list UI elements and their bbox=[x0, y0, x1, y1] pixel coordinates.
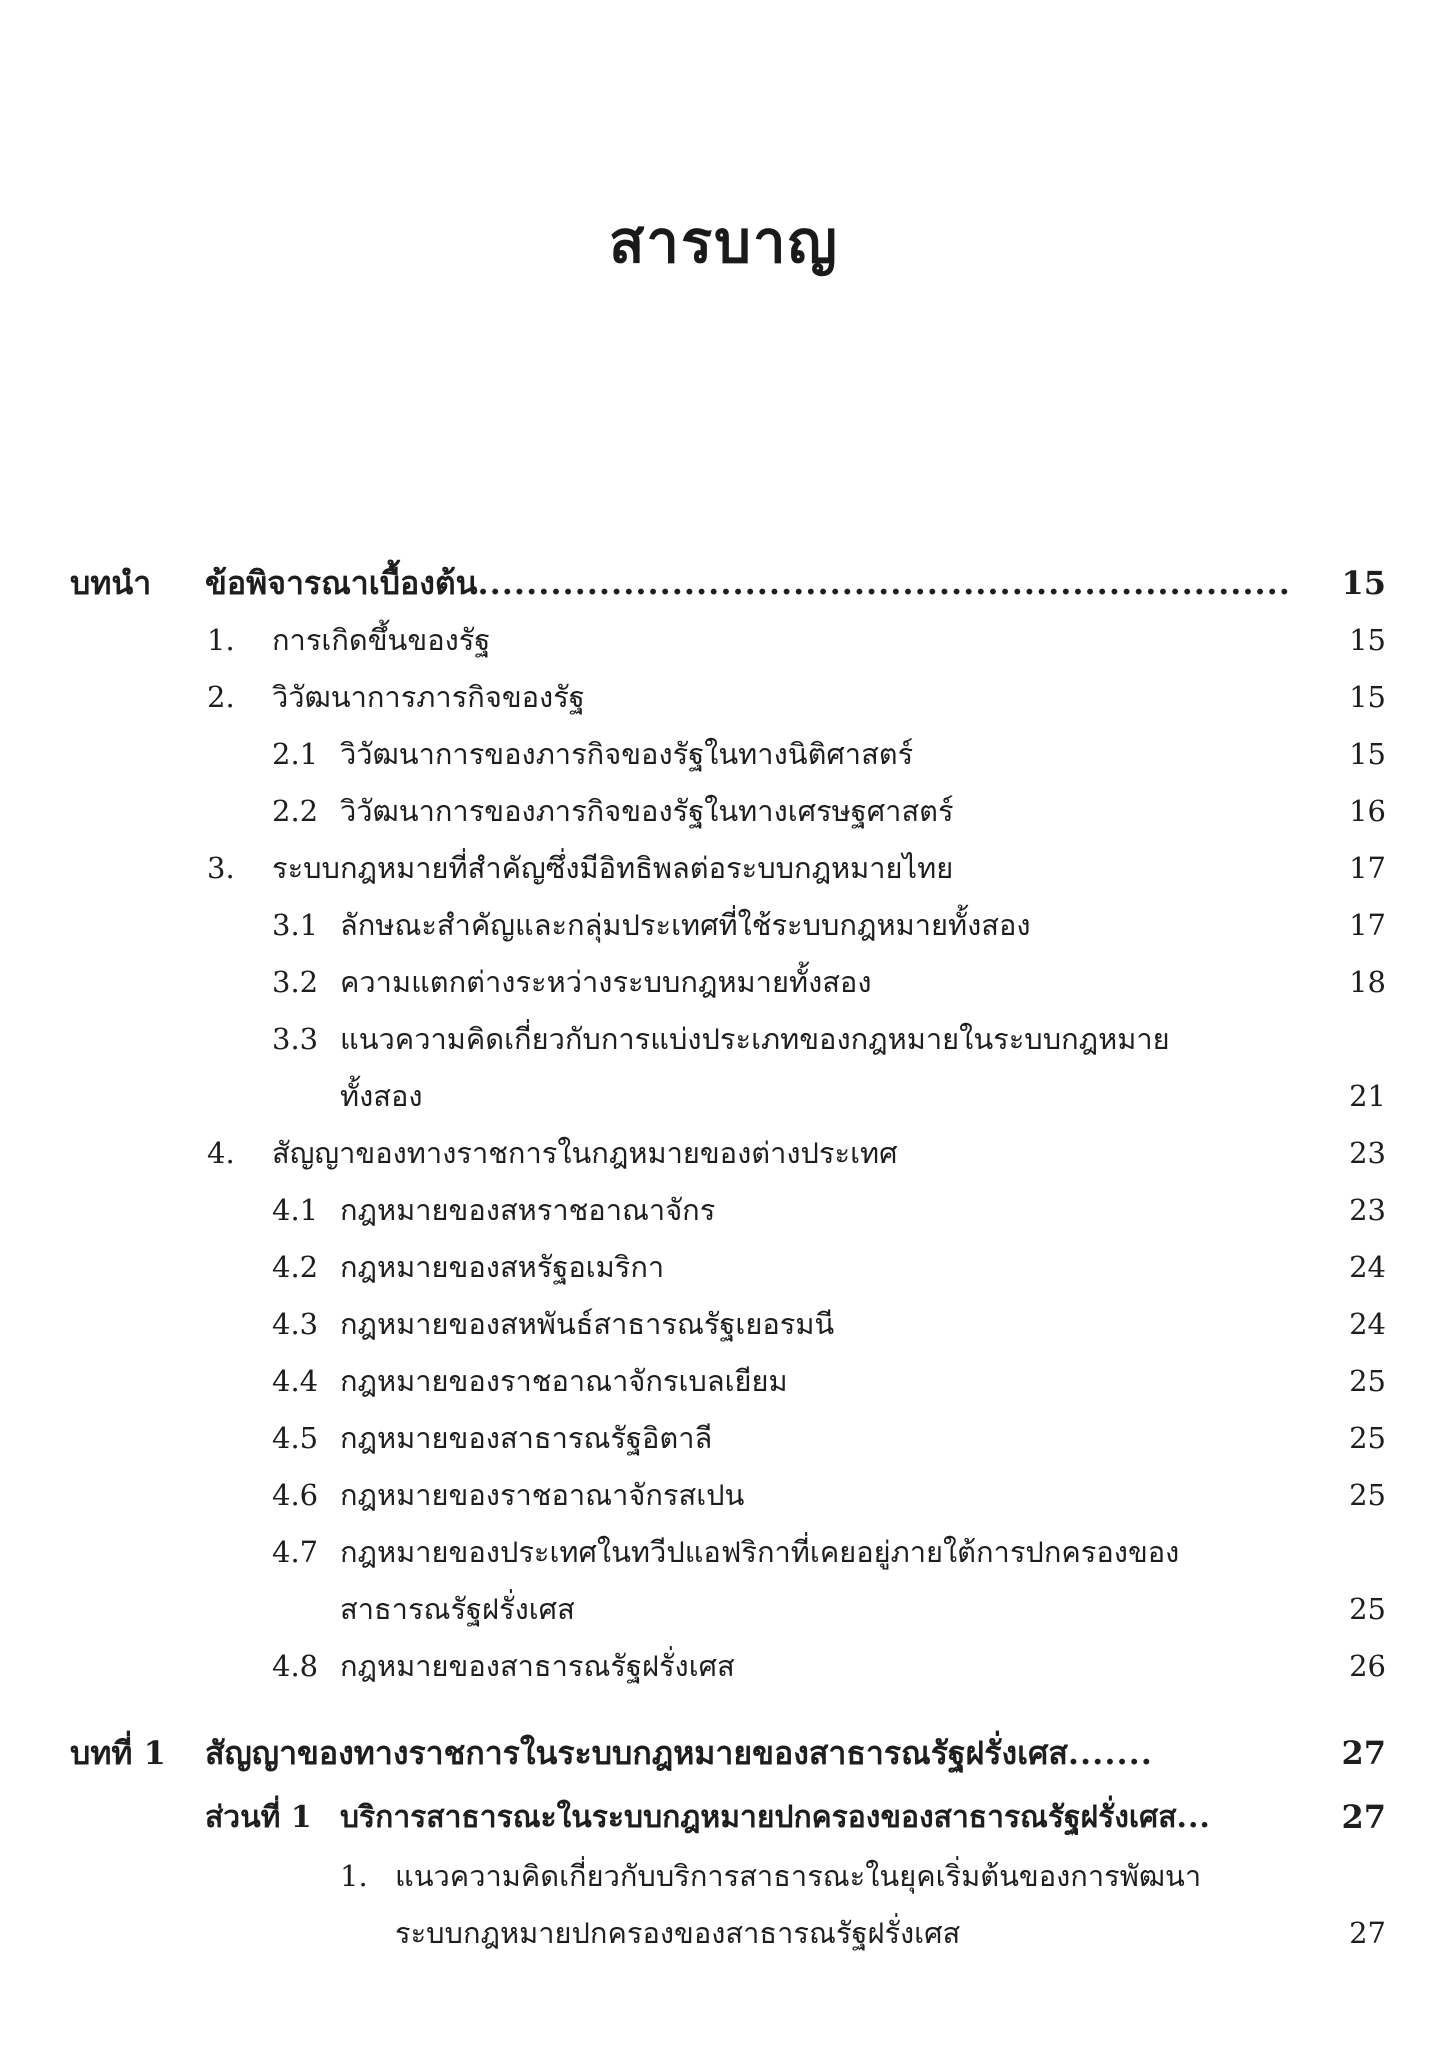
page-number: 15 bbox=[1341, 564, 1386, 602]
item-title: การเกิดขึ้นของรัฐ bbox=[272, 623, 491, 657]
toc-item[interactable] bbox=[0, 1524, 1448, 1581]
item-number: 2. bbox=[207, 680, 235, 714]
toc-item[interactable] bbox=[0, 840, 1448, 897]
item-number: 3.2 bbox=[272, 965, 319, 999]
page-number: 15 bbox=[1349, 737, 1386, 771]
item-title: ความแตกต่างระหว่างระบบกฎหมายทั้งสอง bbox=[340, 965, 872, 999]
item-number: 1. bbox=[207, 623, 235, 657]
page-number: 16 bbox=[1349, 794, 1386, 828]
item-title: กฎหมายของสหรัฐอเมริกา bbox=[340, 1250, 665, 1284]
item-number: 2.1 bbox=[272, 737, 319, 771]
item-title: ระบบกฎหมายที่สำคัญซึ่งมีอิทธิพลต่อระบบกฎหมายไทย bbox=[272, 851, 954, 885]
chapter-title: สัญญาของทางราชการในระบบกฎหมายของสาธารณรัฐฝรั่งเศส....... bbox=[205, 1734, 1153, 1772]
item-title-continued: ระบบกฎหมายปกครองของสาธารณรัฐฝรั่งเศส bbox=[395, 1916, 961, 1950]
item-title: กฎหมายของประเทศในทวีปแอฟริกาที่เคยอยู่ภายใต้การปกครองของ bbox=[340, 1535, 1180, 1569]
item-number: 4.1 bbox=[272, 1193, 319, 1227]
toc-item[interactable] bbox=[0, 1125, 1448, 1182]
page-number: 24 bbox=[1349, 1250, 1386, 1284]
item-number: 4.4 bbox=[272, 1364, 319, 1398]
page-number: 25 bbox=[1349, 1421, 1386, 1455]
page-number: 23 bbox=[1349, 1193, 1386, 1227]
toc-item-continuation[interactable] bbox=[0, 1905, 1448, 1962]
toc-item[interactable] bbox=[0, 1353, 1448, 1410]
toc-item[interactable] bbox=[0, 1296, 1448, 1353]
toc-item[interactable] bbox=[0, 726, 1448, 783]
page-number: 23 bbox=[1349, 1136, 1386, 1170]
page-title: สารบาญ bbox=[609, 208, 839, 276]
toc-item[interactable] bbox=[0, 897, 1448, 954]
item-number: 2.2 bbox=[272, 794, 319, 828]
toc-item[interactable] bbox=[0, 1239, 1448, 1296]
item-number: 4.5 bbox=[272, 1421, 319, 1455]
toc-item[interactable] bbox=[0, 1410, 1448, 1467]
page-number: 25 bbox=[1349, 1478, 1386, 1512]
dot-leader: ... bbox=[1176, 1800, 1211, 1835]
item-number: 4.8 bbox=[272, 1649, 319, 1683]
intro-title: ข้อพิจารณาเบื้องต้น................................................................... bbox=[205, 564, 1291, 602]
part-label: ส่วนที่ 1 bbox=[205, 1800, 312, 1835]
item-number: 4.3 bbox=[272, 1307, 319, 1341]
page-number: 18 bbox=[1349, 965, 1386, 999]
toc-chapter-heading[interactable] bbox=[0, 1725, 1448, 1782]
page-number: 15 bbox=[1349, 623, 1386, 657]
page-number: 15 bbox=[1349, 680, 1386, 714]
toc-item-continuation[interactable] bbox=[0, 1581, 1448, 1638]
page-number: 27 bbox=[1341, 1734, 1386, 1772]
item-title: แนวความคิดเกี่ยวกับการแบ่งประเภทของกฎหมายในระบบกฎหมาย bbox=[340, 1022, 1170, 1056]
item-title: กฎหมายของสหพันธ์สาธารณรัฐเยอรมนี bbox=[340, 1307, 835, 1341]
item-title: กฎหมายของราชอาณาจักรเบลเยียม bbox=[340, 1364, 788, 1398]
page-number: 24 bbox=[1349, 1307, 1386, 1341]
toc-item[interactable] bbox=[0, 612, 1448, 669]
item-number: 3. bbox=[207, 851, 235, 885]
item-title: กฎหมายของสหราชอาณาจักร bbox=[340, 1193, 716, 1227]
item-title: วิวัฒนาการของภารกิจของรัฐในทางเศรษฐศาสตร์ bbox=[340, 794, 954, 828]
toc-item[interactable] bbox=[0, 1848, 1448, 1905]
toc-part-heading[interactable] bbox=[0, 1789, 1448, 1846]
toc-item[interactable] bbox=[0, 1467, 1448, 1524]
toc-item[interactable] bbox=[0, 1182, 1448, 1239]
dot-leader: ................................................................... bbox=[477, 564, 1291, 602]
toc-item[interactable] bbox=[0, 669, 1448, 726]
toc-item[interactable] bbox=[0, 783, 1448, 840]
item-title: วิวัฒนาการของภารกิจของรัฐในทางนิติศาสตร์ bbox=[340, 737, 914, 771]
toc-intro-heading[interactable] bbox=[0, 555, 1448, 612]
item-number: 4.2 bbox=[272, 1250, 319, 1284]
item-title: กฎหมายของสาธารณรัฐฝรั่งเศส bbox=[340, 1649, 735, 1683]
item-title: สัญญาของทางราชการในกฎหมายของต่างประเทศ bbox=[272, 1136, 898, 1170]
item-number: 3.1 bbox=[272, 908, 319, 942]
toc-item[interactable] bbox=[0, 954, 1448, 1011]
page-number: 21 bbox=[1349, 1079, 1386, 1113]
item-title: แนวความคิดเกี่ยวกับบริการสาธารณะในยุคเริ่มต้นของการพัฒนา bbox=[395, 1859, 1202, 1893]
item-number: 4.7 bbox=[272, 1535, 319, 1569]
item-title: กฎหมายของราชอาณาจักรสเปน bbox=[340, 1478, 745, 1512]
part-title: บริการสาธารณะในระบบกฎหมายปกครองของสาธารณรัฐฝรั่งเศส... bbox=[340, 1800, 1211, 1835]
page-number: 17 bbox=[1349, 851, 1386, 885]
item-title: ลักษณะสำคัญและกลุ่มประเทศที่ใช้ระบบกฎหมายทั้งสอง bbox=[340, 908, 1031, 942]
item-number: 1. bbox=[340, 1859, 368, 1893]
page-number: 27 bbox=[1341, 1798, 1386, 1836]
page-number: 25 bbox=[1349, 1592, 1386, 1626]
item-number: 4.6 bbox=[272, 1478, 319, 1512]
page-number: 26 bbox=[1349, 1649, 1386, 1683]
item-title: กฎหมายของสาธารณรัฐอิตาลี bbox=[340, 1421, 713, 1455]
chapter-label: บทที่ 1 bbox=[70, 1734, 166, 1772]
dot-leader: ....... bbox=[1067, 1734, 1153, 1772]
toc-item-continuation[interactable] bbox=[0, 1068, 1448, 1125]
page-number: 27 bbox=[1349, 1916, 1386, 1950]
item-number: 3.3 bbox=[272, 1022, 319, 1056]
item-title-continued: ทั้งสอง bbox=[340, 1079, 423, 1113]
toc-item[interactable] bbox=[0, 1638, 1448, 1695]
toc-item[interactable] bbox=[0, 1011, 1448, 1068]
page-number: 17 bbox=[1349, 908, 1386, 942]
item-title: วิวัฒนาการภารกิจของรัฐ bbox=[272, 680, 585, 714]
item-title-continued: สาธารณรัฐฝรั่งเศส bbox=[340, 1592, 575, 1626]
item-number: 4. bbox=[207, 1136, 235, 1170]
page-number: 25 bbox=[1349, 1364, 1386, 1398]
intro-label: บทนำ bbox=[70, 564, 152, 602]
